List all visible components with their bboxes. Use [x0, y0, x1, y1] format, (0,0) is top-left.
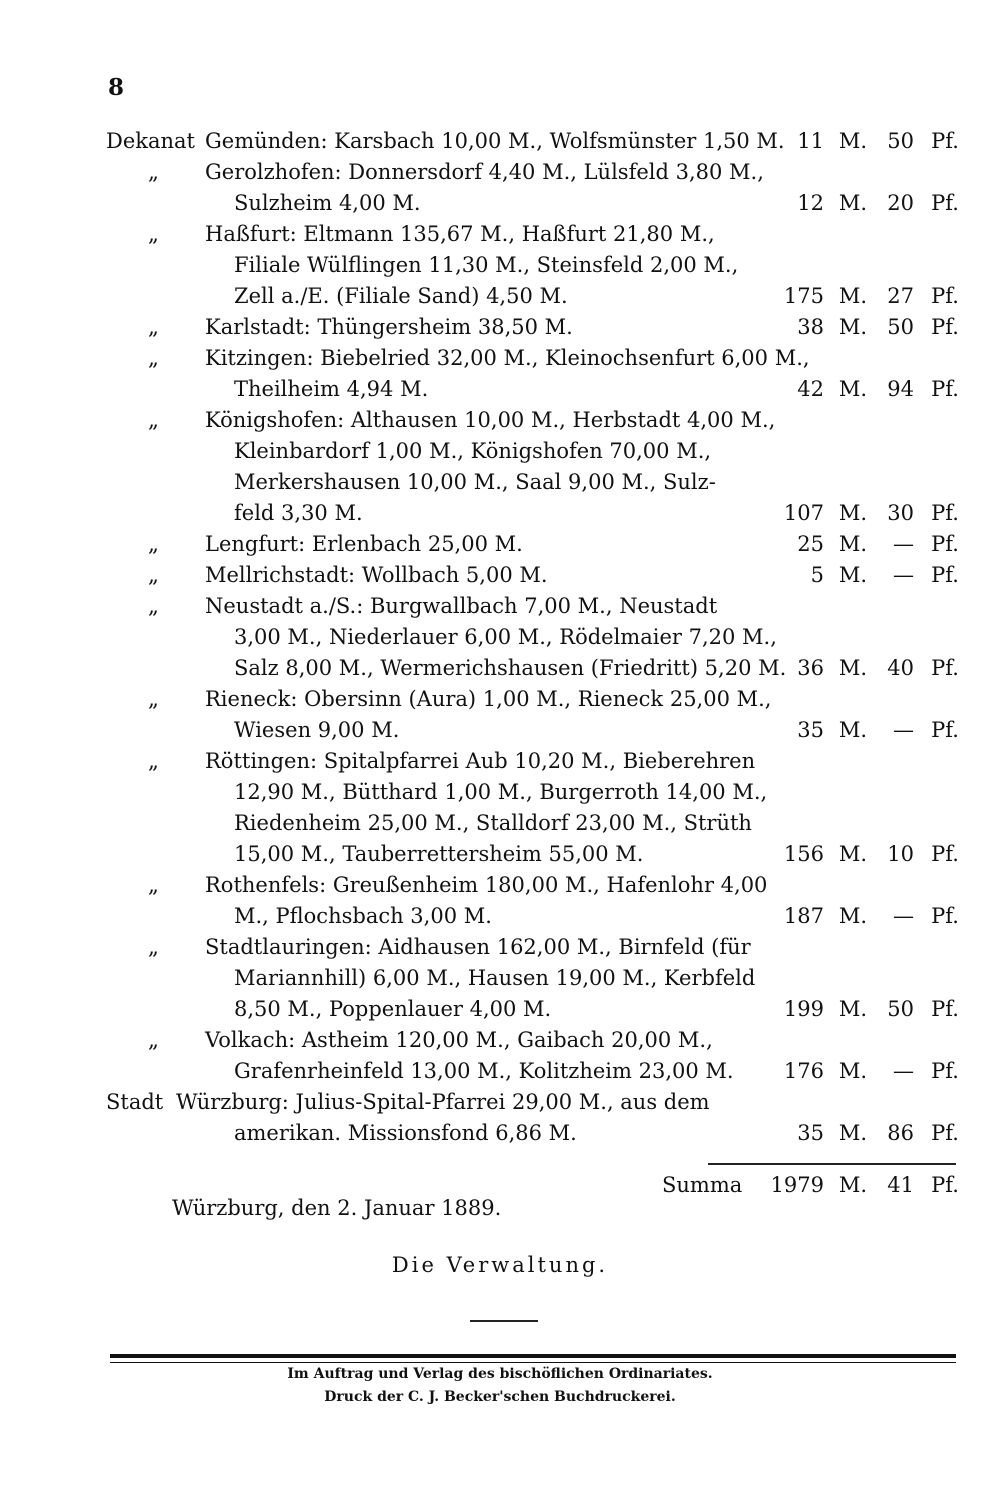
amount-marks: 36 [797, 656, 824, 680]
entry-text: 3,00 M., Niederlauer 6,00 M., Rödelmaier 7,20 M., [234, 625, 777, 649]
ditto-mark: „ [148, 532, 159, 556]
entry-text: Wiesen 9,00 M. [234, 718, 400, 742]
amount-mark-unit: M. [838, 129, 867, 153]
entry-lead: Dekanat [106, 129, 195, 153]
ditto-mark: „ [148, 408, 159, 432]
entry-line [0, 374, 1000, 404]
ditto-mark: „ [148, 222, 159, 246]
entry-line [0, 994, 1000, 1024]
amount-pfennig: 50 [887, 129, 914, 153]
ditto-mark: „ [148, 346, 159, 370]
amount-mark-unit: M. [838, 842, 867, 866]
amount-pfennig-unit: Pf. [931, 377, 959, 401]
entry-line [0, 684, 1000, 714]
entry-text: Rothenfels: Greußenheim 180,00 M., Hafenlohr 4,00 [205, 873, 768, 897]
amount-mark-unit: M. [838, 656, 867, 680]
amount-marks: 5 [810, 563, 824, 587]
amount-marks: 107 [783, 501, 824, 525]
amount-pfennig-unit: Pf. [931, 129, 959, 153]
entry-text: Kitzingen: Biebelried 32,00 M., Kleinochsenfurt 6,00 M., [205, 346, 810, 370]
amount-pfennig: 30 [887, 501, 914, 525]
summa-pfennig: 41 [887, 1173, 914, 1197]
amount-marks: 175 [783, 284, 824, 308]
entry-text: Theilheim 4,94 M. [234, 377, 429, 401]
ditto-mark: „ [148, 563, 159, 587]
amount-mark-unit: M. [838, 377, 867, 401]
amount-pfennig: — [893, 563, 914, 587]
amount-pfennig: 10 [887, 842, 914, 866]
amount-mark-unit: M. [838, 191, 867, 215]
page-number: 8 [108, 74, 125, 101]
amount-marks: 35 [797, 1121, 824, 1145]
amount-pfennig-unit: Pf. [931, 532, 959, 556]
entry-line [0, 901, 1000, 931]
ditto-mark: „ [148, 749, 159, 773]
amount-pfennig-unit: Pf. [931, 315, 959, 339]
amount-pfennig-unit: Pf. [931, 904, 959, 928]
sum-rule [708, 1163, 956, 1165]
ditto-mark: „ [148, 873, 159, 897]
entry-text: Grafenrheinfeld 13,00 M., Kolitzheim 23,00 M. [234, 1059, 734, 1083]
entry-text: Sulzheim 4,00 M. [234, 191, 421, 215]
entry-line [0, 343, 1000, 373]
amount-pfennig-unit: Pf. [931, 842, 959, 866]
entry-text: Gemünden: Karsbach 10,00 M., Wolfsmünster 1,50 M. [205, 129, 785, 153]
entry-text: Stadtlauringen: Aidhausen 162,00 M., Birnfeld (für [205, 935, 751, 959]
amount-mark-unit: M. [838, 501, 867, 525]
entry-text: Volkach: Astheim 120,00 M., Gaibach 20,00 M., [205, 1028, 713, 1052]
amount-pfennig-unit: Pf. [931, 563, 959, 587]
amount-marks: 42 [797, 377, 824, 401]
amount-marks: 38 [797, 315, 824, 339]
entry-line [0, 529, 1000, 559]
entry-line [0, 250, 1000, 280]
entry-line [0, 746, 1000, 776]
entry-text: Salz 8,00 M., Wermerichshausen (Friedritt) 5,20 M. [234, 656, 787, 680]
amount-mark-unit: M. [838, 904, 867, 928]
entry-text: Lengfurt: Erlenbach 25,00 M. [205, 532, 523, 556]
amount-pfennig: — [893, 904, 914, 928]
signature: Die Verwaltung. [391, 1253, 609, 1277]
entry-text: Königshofen: Althausen 10,00 M., Herbstadt 4,00 M., [205, 408, 776, 432]
entry-text: Haßfurt: Eltmann 135,67 M., Haßfurt 21,80 M., [205, 222, 715, 246]
ditto-mark: „ [148, 1028, 159, 1052]
entry-line [0, 1087, 1000, 1117]
entry-line [0, 870, 1000, 900]
footer-printer: Druck der C. J. Becker'schen Buchdruckerei. [324, 1389, 676, 1405]
amount-pfennig-unit: Pf. [931, 284, 959, 308]
amount-mark-unit: M. [838, 532, 867, 556]
entry-text: Zell a./E. (Filiale Sand) 4,50 M. [234, 284, 568, 308]
amount-mark-unit: M. [838, 563, 867, 587]
entry-line [0, 591, 1000, 621]
entry-line [0, 1056, 1000, 1086]
amount-marks: 25 [797, 532, 824, 556]
entry-line [0, 715, 1000, 745]
entry-line [0, 653, 1000, 683]
amount-pfennig: — [893, 1059, 914, 1083]
entry-text: Gerolzhofen: Donnersdorf 4,40 M., Lülsfeld 3,80 M., [205, 160, 764, 184]
entry-lead: Stadt [106, 1090, 164, 1114]
entry-line [0, 436, 1000, 466]
entry-line [0, 1025, 1000, 1055]
entry-line [0, 932, 1000, 962]
amount-pfennig: 27 [887, 284, 914, 308]
amount-mark-unit: M. [838, 284, 867, 308]
summa-mark-unit: M. [838, 1173, 867, 1197]
entry-line [0, 1118, 1000, 1148]
amount-marks: 176 [783, 1059, 824, 1083]
entry-text: Karlstadt: Thüngersheim 38,50 M. [205, 315, 573, 339]
amount-marks: 199 [783, 997, 824, 1021]
amount-mark-unit: M. [838, 997, 867, 1021]
footer-thin-rule [110, 1362, 956, 1363]
amount-marks: 187 [783, 904, 824, 928]
entry-line [0, 622, 1000, 652]
amount-pfennig-unit: Pf. [931, 997, 959, 1021]
amount-pfennig: 40 [887, 656, 914, 680]
entry-line [0, 839, 1000, 869]
amount-pfennig-unit: Pf. [931, 718, 959, 742]
entry-text: Rieneck: Obersinn (Aura) 1,00 M., Rieneck 25,00 M., [205, 687, 772, 711]
amount-mark-unit: M. [838, 1121, 867, 1145]
entry-line [0, 467, 1000, 497]
amount-pfennig-unit: Pf. [931, 1121, 959, 1145]
entry-line [0, 219, 1000, 249]
divider [470, 1320, 538, 1322]
footer-thick-rule [110, 1354, 956, 1358]
amount-marks: 12 [797, 191, 824, 215]
entry-line [0, 281, 1000, 311]
entry-text: 8,50 M., Poppenlauer 4,00 M. [234, 997, 552, 1021]
entry-text: Kleinbardorf 1,00 M., Königshofen 70,00 M., [234, 439, 712, 463]
entry-line [0, 963, 1000, 993]
entry-text: 12,90 M., Bütthard 1,00 M., Burgerroth 14,00 M., [234, 780, 768, 804]
entry-text: feld 3,30 M. [234, 501, 363, 525]
entry-text: Röttingen: Spitalpfarrei Aub 10,20 M., Bieberehren [205, 749, 756, 773]
amount-marks: 35 [797, 718, 824, 742]
footer-publisher: Im Auftrag und Verlag des bischöflichen Ordinariates. [287, 1366, 713, 1382]
amount-pfennig-unit: Pf. [931, 656, 959, 680]
ditto-mark: „ [148, 687, 159, 711]
amount-pfennig: 20 [887, 191, 914, 215]
amount-pfennig: — [893, 532, 914, 556]
entry-text: 15,00 M., Tauberrettersheim 55,00 M. [234, 842, 644, 866]
entry-line [0, 560, 1000, 590]
entry-line [0, 157, 1000, 187]
amount-marks: 11 [797, 129, 824, 153]
entry-text: Merkershausen 10,00 M., Saal 9,00 M., Sulz- [234, 470, 716, 494]
amount-pfennig-unit: Pf. [931, 191, 959, 215]
amount-pfennig: 86 [887, 1121, 914, 1145]
ditto-mark: „ [148, 160, 159, 184]
amount-pfennig: — [893, 718, 914, 742]
entry-line [0, 405, 1000, 435]
amount-mark-unit: M. [838, 315, 867, 339]
dateline: Würzburg, den 2. Januar 1889. [172, 1196, 502, 1220]
amount-pfennig: 50 [887, 315, 914, 339]
entry-text: Würzburg: Julius-Spital-Pfarrei 29,00 M., aus dem [176, 1090, 710, 1114]
entry-text: Mariannhill) 6,00 M., Hausen 19,00 M., Kerbfeld [234, 966, 756, 990]
summa-pfennig-unit: Pf. [931, 1173, 959, 1197]
entry-line [0, 777, 1000, 807]
entry-line [0, 312, 1000, 342]
ditto-mark: „ [148, 935, 159, 959]
entry-line [0, 498, 1000, 528]
ditto-mark: „ [148, 315, 159, 339]
entry-text: Mellrichstadt: Wollbach 5,00 M. [205, 563, 548, 587]
amount-pfennig: 50 [887, 997, 914, 1021]
amount-mark-unit: M. [838, 1059, 867, 1083]
entry-line [0, 808, 1000, 838]
summa-marks: 1979 [770, 1173, 824, 1197]
amount-pfennig-unit: Pf. [931, 501, 959, 525]
entry-text: M., Pflochsbach 3,00 M. [234, 904, 492, 928]
entry-line [0, 188, 1000, 218]
entry-text: Riedenheim 25,00 M., Stalldorf 23,00 M., Strüth [234, 811, 752, 835]
entry-line [0, 126, 1000, 156]
amount-pfennig-unit: Pf. [931, 1059, 959, 1083]
ditto-mark: „ [148, 594, 159, 618]
entry-text: amerikan. Missionsfond 6,86 M. [234, 1121, 577, 1145]
amount-pfennig: 94 [887, 377, 914, 401]
amount-mark-unit: M. [838, 718, 867, 742]
entry-text: Filiale Wülflingen 11,30 M., Steinsfeld 2,00 M., [234, 253, 739, 277]
entry-text: Neustadt a./S.: Burgwallbach 7,00 M., Neustadt [205, 594, 718, 618]
amount-marks: 156 [783, 842, 824, 866]
summa-label: Summa [662, 1173, 743, 1197]
